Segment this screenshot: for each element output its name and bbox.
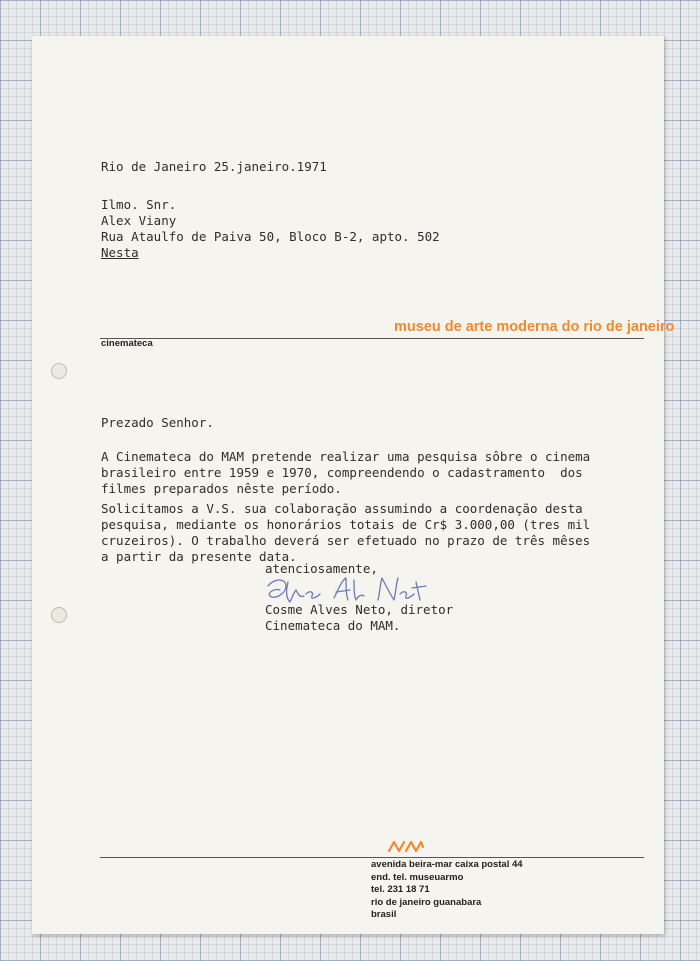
recipient-city: Nesta [101,245,139,260]
letterhead-rule [100,338,644,339]
signer-org: Cinemateca do MAM. [265,618,401,633]
salutation: Prezado Senhor. [101,415,214,430]
punch-hole-bottom [51,607,67,623]
signer-name: Cosme Alves Neto, diretor [265,602,454,617]
punch-hole-top [51,363,67,379]
footer-line-city: rio de janeiro guanabara [371,896,482,908]
recipient-name: Alex Viany [101,213,177,228]
letter-sheet [32,36,675,934]
footer-line-phone: tel. 231 18 71 [371,884,430,895]
footer-rule [100,857,644,858]
paragraph1-line3: filmes preparados nêste período. [101,481,342,496]
closing: atenciosamente, [265,561,378,576]
recipient-address: Rua Ataulfo de Paiva 50, Bloco B-2, apto. 502 [101,229,440,244]
paragraph2-line1: Solicitamos a V.S. sua colaboração assumindo a coordenação desta [101,501,583,516]
date-line: Rio de Janeiro 25.janeiro.1971 [101,159,327,174]
footer-line-address: avenida beira-mar caixa postal 44 [371,859,523,870]
paragraph2-line4: a partir da presente data. [101,549,297,564]
mam-logo-icon [387,839,425,853]
paragraph1-line1: A Cinemateca do MAM pretende realizar uma pesquisa sôbre o cinema [101,449,591,464]
paragraph1-line2: brasileiro entre 1959 e 1970, compreendendo o cadastramento dos [101,465,583,480]
footer-line-country: brasil [371,909,397,920]
museum-name: museu de arte moderna do rio de janeiro [394,319,675,335]
paragraph2-line2: pesquisa, mediante os honorários totais de Cr$ 3.000,00 (tres mil [101,517,591,532]
footer-address [371,859,523,922]
department-label: cinemateca [101,338,153,349]
footer-line-telegraph: end. tel. museuarmo [371,871,464,883]
recipient-title: Ilmo. Snr. [101,197,177,212]
paragraph2-line3: cruzeiros). O trabalho deverá ser efetuado no prazo de três mêses [101,533,591,548]
